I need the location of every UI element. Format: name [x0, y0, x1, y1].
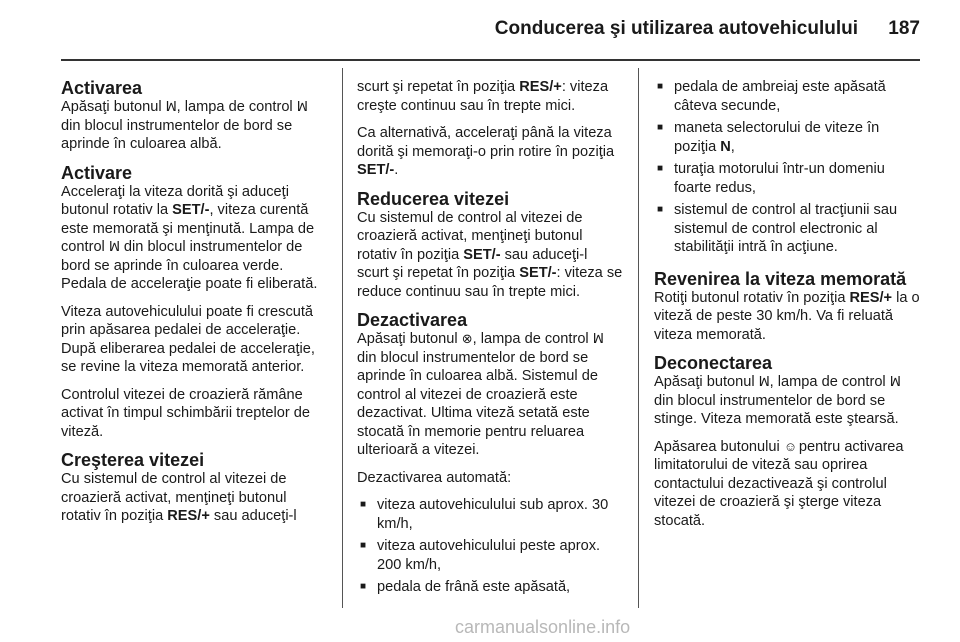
heading-activare: Activare — [61, 162, 133, 183]
list-item: ■ maneta selectorului de viteze în poziţia N, — [654, 119, 922, 156]
header-divider — [61, 59, 920, 61]
cancel-icon: ⊗ — [461, 331, 473, 346]
heading-cresterea: Creşterea vitezei — [61, 450, 205, 470]
cruise-control-icon: ꟽ — [296, 99, 308, 114]
watermark: carmanualsonline.info — [455, 617, 631, 637]
column-3 — [654, 78, 922, 539]
heading-dezactivarea: Dezactivarea — [357, 310, 468, 330]
heading-revenirea: Revenirea la viteza memorată — [654, 268, 907, 289]
list-item: ■ pedala de frână este apăsată, — [357, 578, 623, 597]
paragraph: Viteza autovehiculului poate fi crescută prin apăsarea pedalei de acceleraţie. După eliberarea pedalei de acceleraţie, se revine la viteza memorată anterior. — [61, 303, 315, 375]
paragraph: Controlul vitezei de croazieră rămâne activat în timpul schimbării treptelor de viteză. — [61, 386, 311, 440]
cruise-control-icon: ꟽ — [758, 374, 770, 389]
cruise-control-icon: ꟽ — [108, 239, 121, 254]
paragraph: Acceleraţi la viteza dorită şi aduceţi butonul rotativ la SET/-, viteza curentă este memorată şi menţinută. Lampa de control ꟽ din blocul instrumentelor de bord se aprinde în culoarea verde. Pedala de acceleraţie poate fi eliberată. — [61, 183, 318, 292]
heading-reducerea: Reducerea vitezei — [357, 188, 510, 209]
paragraph: Rotiţi butonul rotativ în poziţia RES/+ la o viteză de peste 30 km/h. Va fi reluată viteza memorată. — [654, 289, 920, 343]
section-cresterea — [61, 450, 329, 526]
paragraph: Ca alternativă, acceleraţi până la viteza dorită şi memoraţi-o prin rotire în poziţia SET/-. — [357, 125, 615, 178]
paragraph: Apăsaţi butonul ꟽ, lampa de control ꟽ din blocul instrumentelor de bord se aprinde în culoarea albă. — [61, 99, 308, 152]
paragraph: Apăsaţi butonul ⊗, lampa de control ꟽ din blocul instrumentelor de bord se aprinde în culoarea albă. Sistemul de control al vitezei de croazieră este dezactivat. Ultima viteză setată este stocată în memorie pentru reluarea ulterioară a vitezei. — [357, 331, 604, 458]
column-divider-1 — [342, 68, 343, 608]
section-dezactivarea — [357, 310, 623, 597]
section-deconectarea — [654, 353, 922, 530]
list-item: ■ viteza autovehiculului sub aprox. 30 km/h, — [357, 496, 623, 533]
paragraph: Apăsarea butonului ☺ pentru activarea limitatorului de viteză sau oprirea contactului dezactivează şi controlul vitezei de croazieră şi şterge viteza stocată. — [654, 438, 904, 529]
section-revenirea — [654, 269, 922, 345]
list-item: ■ sistemul de control al tracţiunii sau sistemul de control electronic al stabilităţii intră în acţiune. — [654, 201, 922, 257]
paragraph: scurt şi repetat în poziţia RES/+: viteza creşte continuu sau în trepte mici. — [357, 79, 609, 114]
page-header — [0, 18, 960, 48]
column-divider-2 — [638, 68, 639, 608]
section-reducerea — [357, 189, 623, 302]
section-activare — [61, 163, 329, 442]
paragraph: Cu sistemul de control al vitezei de croazieră activat, menţineţi butonul rotativ în poziţia SET/- sau aduceţi-l scurt şi repetat în poziţia SET/-: viteza se reduce continuu sau în trepte mici. — [357, 209, 623, 300]
section-activarea — [61, 78, 329, 154]
paragraph: Apăsaţi butonul ꟽ, lampa de control ꟽ din blocul instrumentelor de bord se stinge. Viteza memorată este ştearsă. — [654, 374, 901, 427]
paragraph: Dezactivarea automată: — [357, 469, 512, 486]
heading-deconectarea: Deconectarea — [654, 353, 773, 373]
cruise-control-icon: ꟽ — [889, 374, 901, 389]
column-1 — [61, 78, 329, 535]
column-2 — [357, 78, 623, 606]
auto-deactivation-list — [357, 496, 623, 597]
auto-deactivation-list-continued — [654, 78, 922, 257]
speed-limiter-icon: ☺ — [783, 438, 798, 454]
list-item: ■ viteza autovehiculului peste aprox. 200 km/h, — [357, 537, 623, 574]
list-item: ■ pedala de ambreiaj este apăsată câteva secunde, — [654, 78, 922, 115]
cruise-control-icon: ꟽ — [165, 99, 177, 114]
heading-activarea: Activarea — [61, 78, 143, 98]
cruise-control-icon: ꟽ — [592, 331, 604, 346]
list-item: ■ turaţia motorului într-un domeniu foarte redus, — [654, 160, 922, 197]
page-number: 187 — [888, 18, 920, 39]
paragraph: Cu sistemul de control al vitezei de croazieră activat, menţineţi butonul rotativ în poziţia RES/+ sau aduceţi-l — [61, 471, 297, 524]
chapter-title: Conducerea şi utilizarea autovehiculului — [494, 18, 858, 39]
